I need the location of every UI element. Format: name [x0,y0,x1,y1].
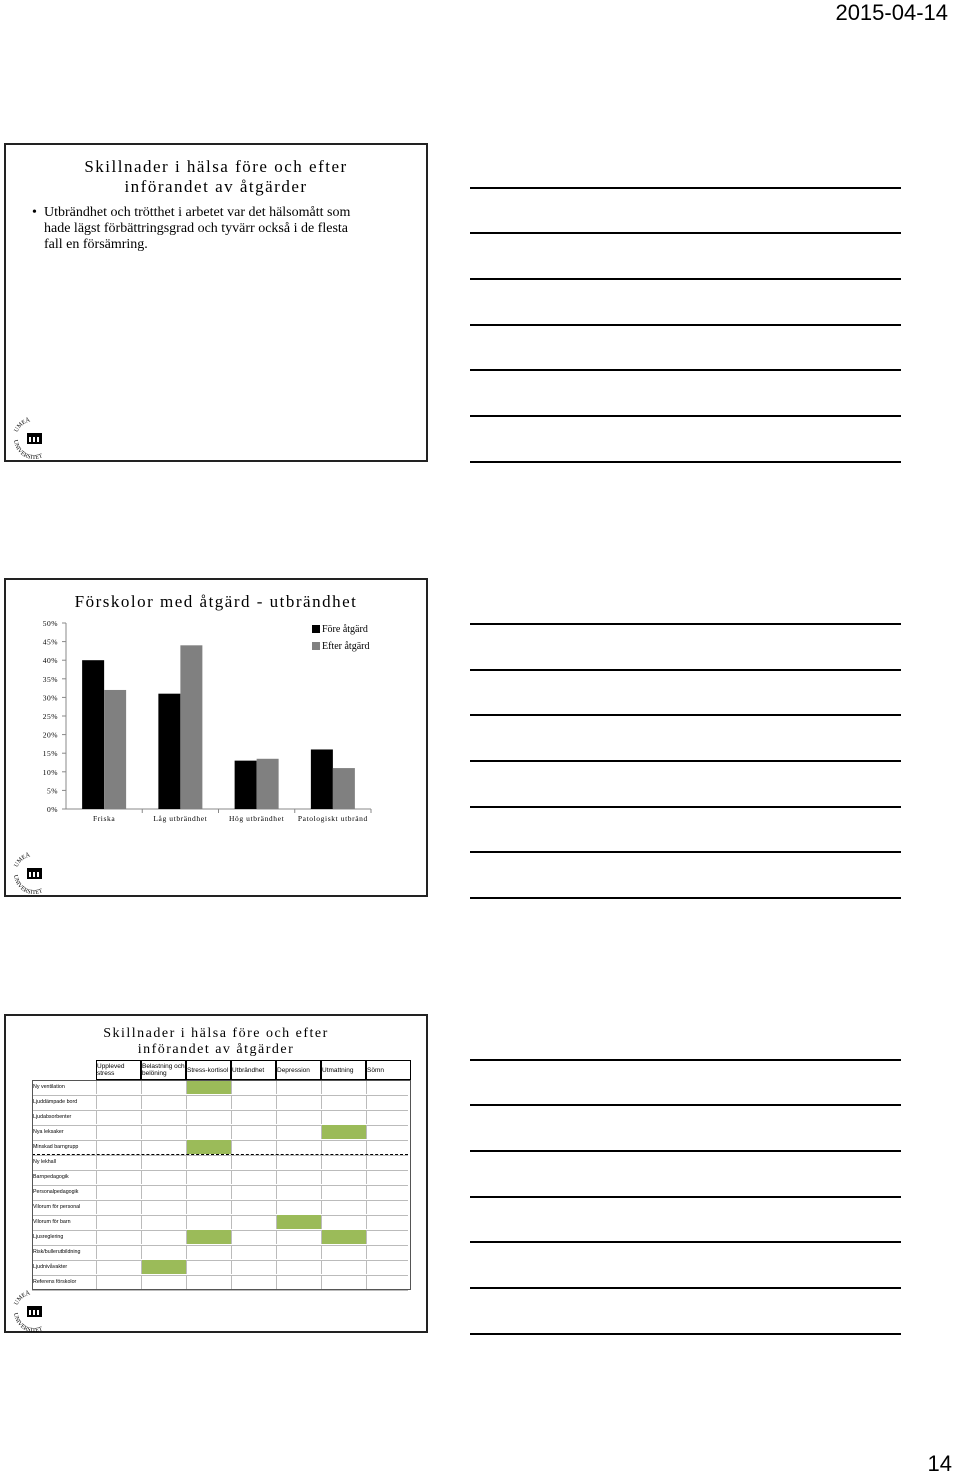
column-header: Stress-kortisol [187,1061,230,1079]
slide-1-bullet [32,205,366,253]
y-tick-label: 40% [42,656,58,666]
row-label: Barnpedagogik [33,1174,69,1180]
row-label: Ljudnivåvakter [33,1264,68,1270]
note-line [470,851,901,853]
bar [257,759,279,809]
y-tick-label: 35% [42,674,58,684]
svg-text:UNIVERSITET: UNIVERSITET [11,439,44,462]
row-label: Ljusreglering [33,1234,64,1240]
slide-2 [4,578,428,897]
y-tick-label: 0% [47,805,58,814]
bar [82,660,104,809]
note-line [470,187,901,189]
note-line [470,1287,901,1289]
column-header: Utmattning [322,1061,365,1079]
slide-2-title: Förskolor med åtgärd - utbrändhet [74,592,358,611]
row-label: Ny lekhall [33,1159,56,1165]
row-label: Vilorum för personal [33,1204,81,1210]
y-tick-label: 50% [42,619,58,628]
row-label: Ljudabsorbenter [33,1114,72,1120]
x-tick-label: Hög utbrändhet [228,814,285,823]
x-tick-label: Patologiskt utbränd [297,814,368,823]
bullet-dot-icon: • [32,205,37,220]
legend-label: Före åtgärd [322,624,368,635]
legend-swatch [312,642,320,650]
svg-text:UMEÅ: UMEÅ [13,417,31,434]
row-label: Risk/bullerutbildning [33,1249,81,1255]
y-tick-label: 10% [42,767,58,777]
bar [333,768,355,809]
slide-3-title-line-2: införandet av åtgärder [137,1042,295,1057]
slide-3 [4,1014,428,1333]
legend-label: Efter åtgärd [322,641,370,652]
row-label: Nya leksaker [33,1129,64,1135]
svg-text:UNIVERSITET: UNIVERSITET [11,1312,44,1335]
x-tick-label: Låg utbrändhet [153,814,208,823]
legend-swatch [312,625,320,633]
bar [235,761,257,809]
slide-3-title-line-1: Skillnader i hälsa före och efter [103,1026,329,1041]
note-line [470,1104,901,1106]
y-tick-label: 25% [42,712,58,721]
column-header: Utbrändhet [232,1061,275,1079]
y-tick-label: 20% [42,730,58,740]
note-line [470,1241,901,1243]
note-line [470,461,901,463]
row-label: Ny ventilation [33,1084,65,1090]
table-border [32,1080,411,1290]
y-tick-label: 45% [42,637,58,647]
y-tick-label: 30% [42,693,58,703]
bar [158,694,180,809]
note-line [470,1333,901,1335]
row-label: Vilorum för barn [33,1219,71,1225]
note-line [470,232,901,234]
note-line [470,415,901,417]
column-header: Sömn [367,1061,410,1079]
row-label: Referens förskolor [33,1279,77,1285]
note-line [470,623,901,625]
row-label: Personalpedagogik [33,1189,79,1195]
svg-text:UMEÅ: UMEÅ [13,1290,31,1307]
note-line [470,669,901,671]
column-header: Depression [277,1061,320,1079]
row-label: Ljuddämpade bord [33,1099,78,1105]
note-line [470,897,901,899]
note-line [470,1150,901,1152]
x-tick-label: Friska [92,814,116,823]
slide-1-title [46,157,386,197]
bar-chart [6,610,426,860]
row-label: Minskad barngrupp [33,1144,79,1150]
slide-1-title-line-2: införandet av åtgärder [124,177,308,196]
bar [180,645,202,809]
note-line [470,714,901,716]
svg-text:UMEÅ: UMEÅ [13,852,31,869]
bar [311,749,333,809]
slide-3-title [66,1026,366,1058]
note-line [470,369,901,371]
slide-1-title-line-1: Skillnader i hälsa före och efter [84,157,348,176]
university-logo [8,1286,60,1338]
column-header: Uppleved stress [97,1061,140,1079]
slide-1 [4,143,428,462]
y-tick-label: 5% [47,786,58,796]
note-line [470,1059,901,1061]
page-number: 14 [927,1451,952,1476]
slide-1-bullet-text: Utbrändhet och trötthet i arbetet var det hälsomått som hade lägst förbättringsgrad och tyvärr också i de flesta fall en försämring. [44,205,351,252]
note-line [470,278,901,280]
svg-text:UNIVERSITET: UNIVERSITET [11,874,44,897]
note-line [470,324,901,326]
bar [104,690,126,809]
note-line [470,1196,901,1198]
university-logo [8,848,60,900]
print-date: 2015-04-14 [835,0,948,25]
column-header: Belastning och belöning [142,1063,185,1077]
note-line [470,806,901,808]
university-logo [8,413,60,465]
y-tick-label: 15% [42,749,58,759]
note-line [470,760,901,762]
